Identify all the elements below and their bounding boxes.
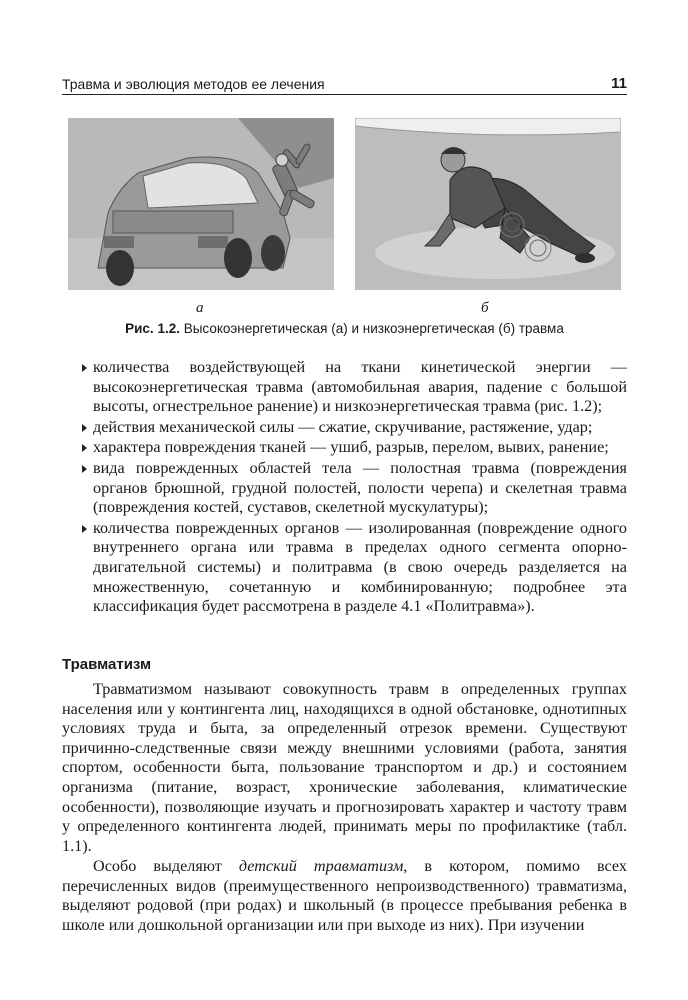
caption-text: Высокоэнергетическая (а) и низкоэнергетическая (б) травма (179, 321, 564, 336)
emphasized-term: детский травматизм (238, 857, 404, 875)
list-item: вида поврежденных областей тела — полостная травма (повреждения органов брюшной, грудной полостей, полости черепа) и скелетная травма (повреждения костей, суставов, скелетной мускулатуры); (62, 459, 627, 518)
bullet-triangle-icon (82, 424, 87, 432)
figure-sublabel-a: а (196, 300, 204, 316)
slip-and-fall-illustration (355, 118, 621, 290)
list-item: действия механической силы — сжатие, скручивание, растяжение, удар; (62, 418, 627, 438)
running-header (62, 72, 627, 95)
car-accident-illustration (68, 118, 334, 290)
bullet-triangle-icon (82, 364, 87, 372)
list-item: количества поврежденных органов — изолированная (повреждение одного внутреннего органа или травма в пределах одного сегмента опорно-двигательной системы) и политравма (в свою очередь разделяется на множественную, сочетанную и комбинированную; подробнее эта классификация будет рассмотрена в разделе 4.1 «Политравма»). (62, 519, 627, 617)
figure-sublabel-b: б (481, 300, 489, 316)
figure-caption (62, 321, 627, 336)
page-number: 11 (611, 75, 627, 92)
bullet-triangle-icon (82, 465, 87, 473)
bullet-triangle-icon (82, 444, 87, 452)
bullet-triangle-icon (82, 525, 87, 533)
section-heading: Травматизм (62, 656, 152, 673)
caption-label: Рис. 1.2. (125, 321, 180, 336)
illustration-low-energy-trauma (355, 118, 621, 290)
body-paragraph: Травматизмом называют совокупность травм в определенных группах населения или у контингента лиц, находящихся в одной обстановке, однотипных условиях труда и быта, за определенный отрезок времени. Существуют причинно-следственные связи между внешними условиями (работа, занятия спортом, особенности быта, пользование транспортом и др.) и состоянием организма (питание, возраст, хронические заболевания, климатические особенности), позволяющие изучать и прогнозировать характер и частоту травм у определенного контингента людей, принимать меры по профилактике (табл. 1.1). (62, 680, 627, 855)
illustration-high-energy-trauma (68, 118, 334, 290)
list-item: характера повреждения тканей — ушиб, разрыв, перелом, вывих, ранение; (62, 438, 627, 458)
list-item: количества воздействующей на ткани кинетической энергии — высокоэнергетическая травма (автомобильная авария, падение с большой высоты, огнестрельное ранение) и низкоэнергетическая травма (рис. 1.2); (62, 358, 627, 417)
classification-list (62, 358, 627, 618)
body-paragraph: Особо выделяют детский травматизм, в котором, помимо всех перечисленных видов (преимущественного непроизводственного) травматизма, выделяют родовой (при родах) и школьный (в процессе пребывания ребенка в школе или дошкольной организации или при выходе из них). При изучении (62, 857, 627, 934)
running-title: Травма и эволюция методов ее лечения (62, 76, 325, 92)
